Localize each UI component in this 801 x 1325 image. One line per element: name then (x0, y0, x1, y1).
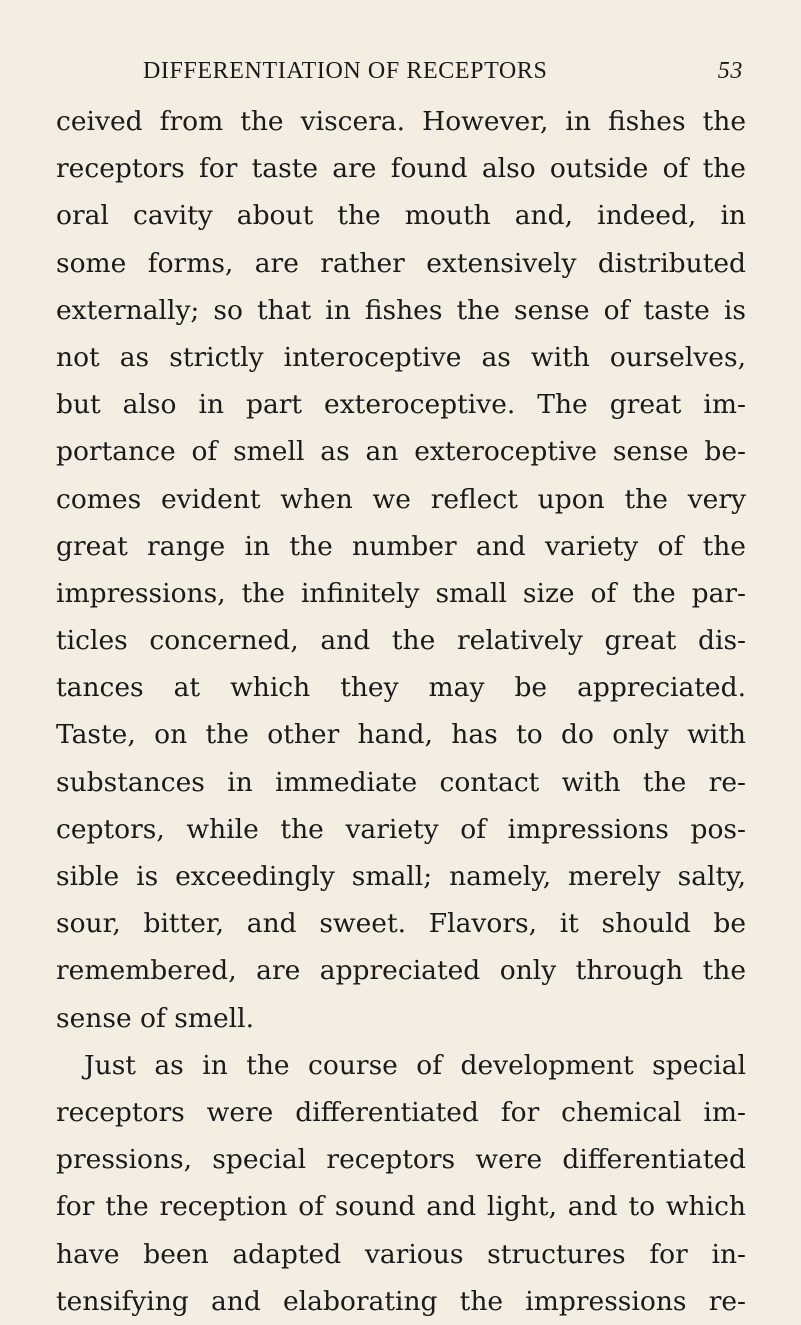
text-line: for the reception of sound and light, and to which (56, 1191, 746, 1223)
text-line: tensifying and elaborating the impressions re- (56, 1285, 746, 1317)
text-line: oral cavity about the mouth and, indeed, in (56, 200, 746, 232)
text-line: impressions, the infinitely small size of the par- (56, 577, 746, 609)
chapter-title: DIFFERENTIATION OF RECEPTORS (143, 58, 548, 84)
text-line: great range in the number and variety of the (56, 530, 746, 562)
text-line: receptors for taste are found also outside of the (56, 153, 746, 185)
text-line: ceived from the viscera. However, in fishes the (56, 106, 746, 137)
page-number: 53 (717, 58, 743, 84)
running-head (143, 58, 743, 88)
text-line: remembered, are appreciated only through the (56, 955, 746, 987)
text-line: sense of smell. (56, 1002, 255, 1034)
text-line: sour, bitter, and sweet. Flavors, it should be (56, 908, 746, 940)
text-line: ceptors, while the variety of impressions pos- (56, 813, 746, 845)
text-line: comes evident when we reflect upon the very (56, 483, 746, 515)
text-line: pressions, special receptors were differentiated (56, 1144, 746, 1176)
text-line: sible is exceedingly small; namely, merely salty, (56, 861, 746, 892)
text-line: substances in immediate contact with the re- (56, 766, 746, 798)
text-line: ticles concerned, and the relatively great dis- (56, 625, 746, 657)
text-line: Just as in the course of development special (84, 1049, 746, 1081)
text-line: some forms, are rather extensively distributed (56, 247, 746, 279)
text-line: tances at which they may be appreciated. (56, 672, 746, 704)
paragraph (56, 98, 746, 1042)
text-line: but also in part exteroceptive. The great im- (56, 389, 746, 421)
text-line: Taste, on the other hand, has to do only with (56, 719, 746, 751)
text-line: have been adapted various structures for in- (56, 1238, 746, 1270)
text-line: receptors were differentiated for chemical im- (56, 1096, 746, 1128)
text-line: not as strictly interoceptive as with ourselves, (56, 341, 746, 373)
body-text (56, 98, 746, 1325)
paragraph (56, 1042, 746, 1325)
text-line: portance of smell as an exteroceptive sense be- (56, 436, 746, 468)
text-line: externally; so that in fishes the sense of taste is (56, 294, 746, 326)
